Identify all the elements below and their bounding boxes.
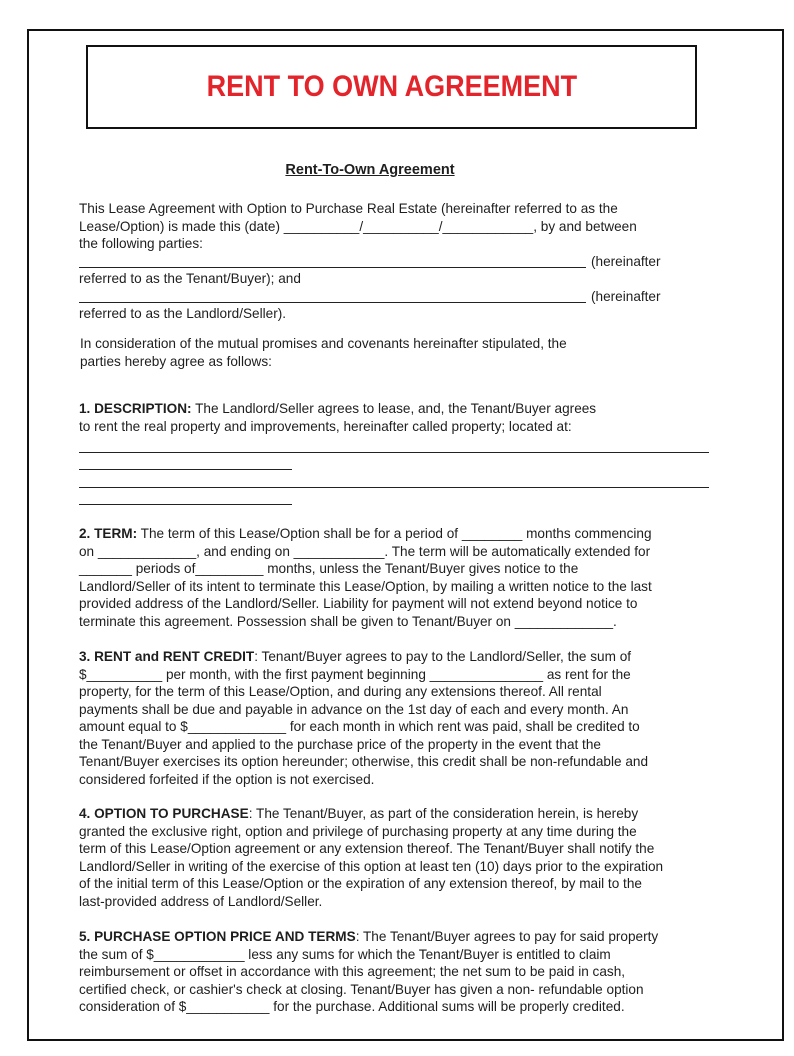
landlord-name-field[interactable] [79, 302, 586, 303]
text-line: considered forfeited if the option is not exercised. [79, 771, 375, 787]
document-subtitle: Rent-To-Own Agreement [285, 162, 455, 178]
section-text: The Landlord/Seller agrees to lease, and, the Tenant/Buyer agrees [191, 401, 597, 416]
text-line: In consideration of the mutual promises and covenants hereinafter stipulated, the [80, 336, 567, 351]
text-line: Landlord/Seller in writing of the exercise of this option at least ten (10) days prior to the expiration [79, 858, 664, 874]
section-heading: 4. OPTION TO PURCHASE [79, 806, 249, 821]
text-line: payments shall be due and payable in advance on the 1st day of each and every month. An [79, 701, 629, 717]
hereinafter-label: (hereinafter [591, 289, 661, 304]
document-title: RENT TO OWN AGREEMENT [206, 70, 577, 103]
section-purchase-price-terms [79, 928, 658, 1016]
text-line [79, 928, 658, 946]
section-text: The term of this Lease/Option shall be for a period of ________ months commencing [137, 526, 652, 541]
text-line [79, 400, 596, 418]
text-line: to rent the real property and improvements, hereinafter called property; located at: [79, 418, 572, 434]
tenant-role-text: referred to as the Tenant/Buyer); and [79, 271, 301, 286]
text-line: on _____________, and ending on ____________. The term will be automatically extended for [79, 543, 651, 559]
section-heading: 3. RENT and RENT CREDIT [79, 649, 255, 664]
section-heading: 1. DESCRIPTION: [79, 401, 192, 416]
intro-paragraph [79, 200, 637, 253]
text-line: Landlord/Seller of its intent to terminate this Lease/Option, by mailing a written notice to the last [79, 578, 652, 594]
text-line: property, for the term of this Lease/Option, and during any extensions thereof. All rental [79, 684, 602, 699]
text-line: _______ periods of_________ months, unless the Tenant/Buyer gives notice to the [79, 561, 579, 576]
text-line: granted the exclusive right, option and privilege of purchasing property at any time during the [79, 823, 637, 839]
title-box [86, 45, 697, 129]
text-line [79, 648, 648, 666]
hereinafter-label: (hereinafter [591, 254, 661, 269]
text-line: the Tenant/Buyer and applied to the purchase price of the property in the event that the [79, 736, 601, 752]
text-line: the following parties: [79, 236, 203, 251]
section-rent-credit [79, 648, 648, 788]
landlord-role-text: referred to as the Landlord/Seller). [79, 306, 287, 321]
section-description [79, 400, 596, 435]
section-text: : The Tenant/Buyer agrees to pay for said property [355, 929, 659, 944]
text-line: term of this Lease/Option agreement or any extension thereof. The Tenant/Buyer shall notify the [79, 841, 655, 856]
section-heading: 5. PURCHASE OPTION PRICE AND TERMS [79, 929, 356, 944]
address-line-field[interactable] [79, 469, 292, 470]
text-line: certified check, or cashier's check at closing. Tenant/Buyer has given a non- refundable option [79, 981, 644, 997]
consideration-paragraph [80, 335, 567, 370]
address-line-field[interactable] [79, 504, 292, 505]
text-line: parties hereby agree as follows: [80, 353, 272, 369]
section-text: : The Tenant/Buyer, as part of the consideration herein, is hereby [248, 806, 639, 821]
text-line: the sum of $____________ less any sums for which the Tenant/Buyer is entitled to claim [79, 946, 611, 962]
address-line-field[interactable] [79, 452, 709, 453]
text-line: Tenant/Buyer exercises its option hereunder; otherwise, this credit shall be non-refundable and [79, 754, 649, 769]
section-text: : Tenant/Buyer agrees to pay to the Landlord/Seller, the sum of [254, 649, 632, 664]
address-line-field[interactable] [79, 487, 709, 488]
text-line: amount equal to $_____________ for each month in which rent was paid, shall be credited to [79, 719, 640, 734]
text-line: reimbursement or offset in accordance with this agreement; the net sum to be paid in cash, [79, 964, 626, 979]
text-line: consideration of $___________ for the purchase. Additional sums will be properly credited. [79, 999, 625, 1014]
section-heading: 2. TERM: [79, 526, 138, 541]
text-line: of the initial term of this Lease/Option or the expiration of any extension thereof, by mail to the [79, 876, 642, 891]
tenant-name-field[interactable] [79, 267, 586, 268]
section-option-to-purchase [79, 805, 663, 910]
text-line [79, 525, 652, 543]
section-term [79, 525, 652, 630]
text-line [79, 805, 663, 823]
text-line: last-provided address of Landlord/Seller. [79, 893, 323, 909]
text-line: provided address of the Landlord/Seller. Liability for payment will not extend beyond notice to [79, 596, 638, 611]
text-line: This Lease Agreement with Option to Purchase Real Estate (hereinafter referred to as the [79, 201, 618, 216]
text-line: Lease/Option) is made this (date) __________/__________/____________, by and between [79, 218, 637, 234]
text-line: terminate this agreement. Possession shall be given to Tenant/Buyer on _____________. [79, 613, 617, 629]
text-line: $__________ per month, with the first payment beginning _______________ as rent for the [79, 666, 631, 682]
